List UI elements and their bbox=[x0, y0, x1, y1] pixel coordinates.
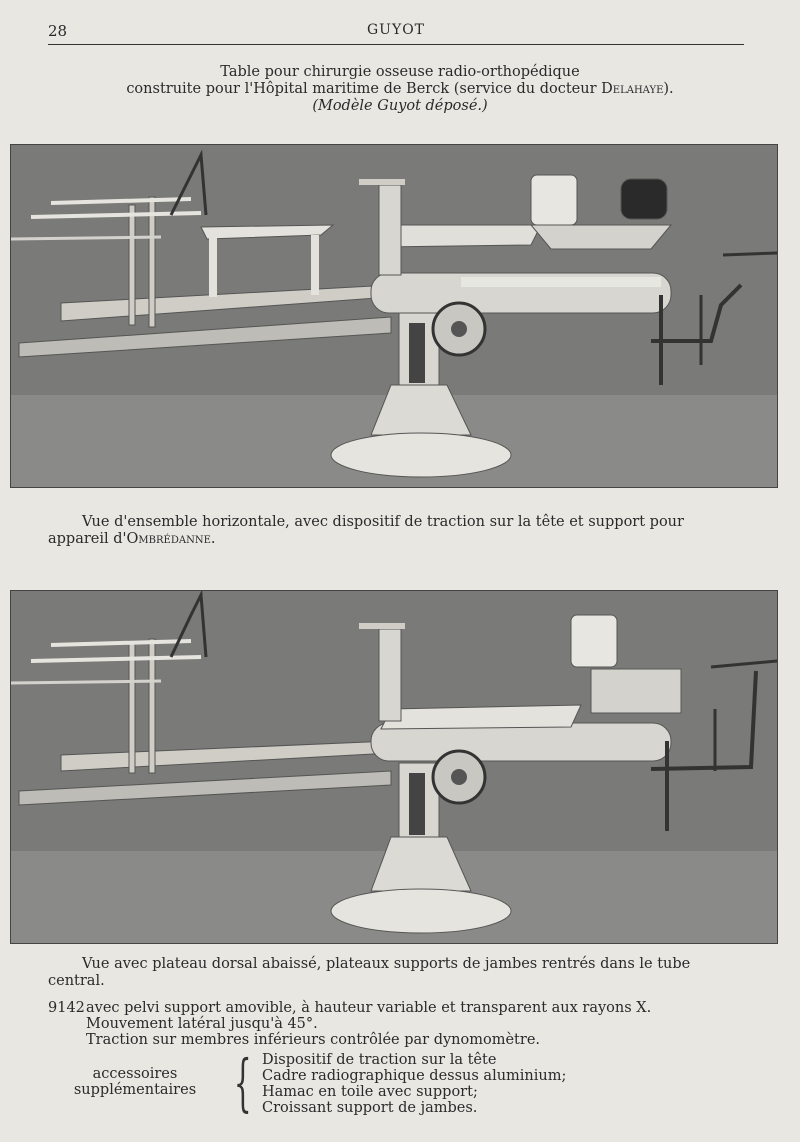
spec-line-2: Mouvement latéral jusqu'à 45°. bbox=[86, 1016, 318, 1032]
list-item: Dispositif de traction sur la tête bbox=[262, 1052, 497, 1068]
list-item: Cadre radiographique dessus aluminium; bbox=[262, 1068, 567, 1084]
accessories-list bbox=[262, 1052, 566, 1116]
page-title bbox=[60, 64, 740, 115]
catalog-reference: 9142 bbox=[48, 1000, 85, 1016]
figure2-caption-line-2: central. bbox=[48, 973, 105, 989]
page-number: 28 bbox=[48, 22, 68, 40]
title-line-3: (Modèle Guyot déposé.) bbox=[312, 98, 488, 114]
accessories bbox=[60, 1046, 760, 1122]
figure1-caption-line-2: appareil d'Ombrédanne. bbox=[48, 531, 216, 547]
surgical-table-illustration-2 bbox=[11, 591, 777, 943]
page-header bbox=[48, 22, 744, 45]
ombredanne-name: Ombrédanne bbox=[126, 531, 211, 547]
figure1-caption bbox=[48, 514, 748, 548]
photo-table-horizontal bbox=[10, 144, 778, 488]
accessories-label: accessoires supplémentaires bbox=[73, 1066, 197, 1098]
specifications bbox=[48, 1000, 748, 1048]
spec-line-1: 9142avec pelvi support amovible, à hauteur variable et transparent aux rayons X. bbox=[48, 1000, 652, 1016]
running-head: GUYOT bbox=[366, 22, 426, 38]
figure2-caption bbox=[48, 956, 748, 990]
figure1-caption-line-1: Vue d'ensemble horizontale, avec dispositif de traction sur la tête et support pour bbox=[82, 514, 684, 530]
title-line-1: Table pour chirurgie osseuse radio-orthopédique bbox=[220, 64, 580, 80]
doctor-name: Delahaye bbox=[601, 81, 664, 97]
title-line-2: construite pour l'Hôpital maritime de Berck (service du docteur Delahaye). bbox=[126, 81, 674, 97]
list-item: Hamac en toile avec support; bbox=[262, 1084, 478, 1100]
surgical-table-illustration-1 bbox=[11, 145, 777, 487]
list-item: Croissant support de jambes. bbox=[262, 1100, 478, 1116]
spec-line-3: Traction sur membres inférieurs contrôlée par dynomomètre. bbox=[86, 1032, 541, 1048]
photo-table-lowered bbox=[10, 590, 778, 944]
figure2-caption-line-1: Vue avec plateau dorsal abaissé, plateaux supports de jambes rentrés dans le tube bbox=[82, 956, 691, 972]
curly-brace-icon: { bbox=[233, 1046, 252, 1119]
